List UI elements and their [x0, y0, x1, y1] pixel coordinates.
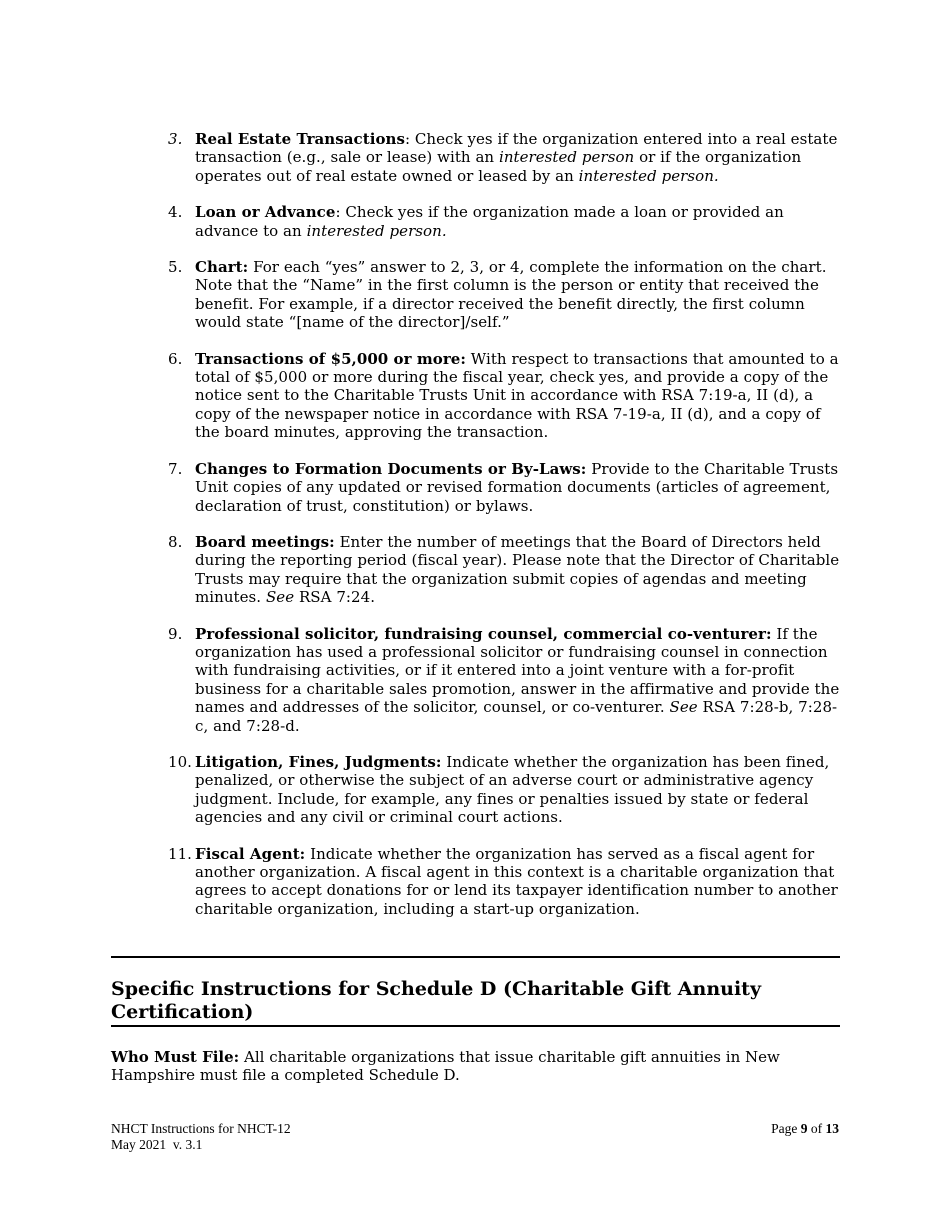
item-number: 4.	[168, 203, 183, 222]
item-title: Professional solicitor, fundraising counsel, commercial co-venturer:	[195, 624, 772, 643]
page-current: 9	[800, 1121, 808, 1136]
page-total: 13	[825, 1121, 839, 1136]
footer-doc-version: May 2021 v. 3.1	[111, 1137, 203, 1152]
section-divider-top	[111, 956, 840, 958]
item-body: For each “yes” answer to 2, 3, or 4, complete the information on the chart. Note that the “Name” in the first column is the person or entity that received the benefit. For example, if a director received the benefit directly, the first column would state “[name of the director]/self.”	[195, 258, 827, 332]
list-item	[168, 625, 843, 735]
item-number: 3.	[168, 130, 183, 148]
item-title: Loan or Advance	[195, 203, 336, 222]
page-word: Page	[771, 1121, 798, 1136]
section-heading: Specific Instructions for Schedule D (Charitable Gift Annuity Certification)	[111, 978, 761, 1023]
item-title: Fiscal Agent:	[195, 844, 306, 863]
item-body: Check yes if the organization entered into a real estate transaction (e.g., sale or lease) with an	[195, 130, 838, 167]
item-title: Litigation, Fines, Judgments:	[195, 752, 442, 771]
footer-doc-title: NHCT Instructions for NHCT-12	[111, 1121, 291, 1136]
item-title: Real Estate Transactions	[195, 130, 405, 148]
item-number: 5.	[168, 258, 183, 277]
page-of: of	[810, 1121, 823, 1136]
list-item	[168, 203, 843, 240]
list-item	[168, 130, 843, 185]
item-see: See	[669, 698, 698, 717]
item-number: 10.	[168, 752, 193, 771]
item-number: 8.	[168, 532, 183, 551]
list-item	[168, 753, 843, 827]
item-number: 6.	[168, 349, 183, 368]
item-body: Enter the number of meetings that the Board of Directors held during the reporting period (fiscal year). Please note that the Director of Charitable Trusts may require that the organization submit copies of agendas and meeting minutes.	[195, 532, 840, 607]
item-body: Provide to the Charitable Trusts Unit copies of any updated or revised formation documents (articles of agreement, declaration of trust, constitution) or bylaws.	[195, 459, 839, 515]
item-see: See	[265, 588, 295, 607]
item-text	[195, 258, 843, 332]
item-text	[195, 350, 843, 442]
who-must-file-label: Who Must File:	[111, 1048, 240, 1066]
list-item	[168, 845, 843, 919]
item-emphasis: interested person.	[306, 221, 447, 240]
who-must-file-paragraph	[111, 1048, 840, 1085]
item-text	[195, 203, 843, 240]
item-body: If the organization has used a professional solicitor or fundraising counsel in connection with fundraising activities, or if it entered into a joint venture with a for-profit business for a charitable sales promotion, answer in the affirmative and provide the names and addresses of the solicitor, counsel, or co-venturer.	[195, 624, 840, 717]
list-item	[168, 258, 843, 332]
footer-doc-info	[111, 1121, 291, 1153]
item-text	[195, 533, 843, 607]
item-text	[195, 625, 843, 735]
item-number: 11.	[168, 844, 193, 863]
list-item	[168, 350, 843, 442]
footer-page-number	[771, 1121, 839, 1137]
item-title: Chart:	[195, 258, 249, 277]
item-text	[195, 753, 843, 827]
instruction-list	[168, 130, 843, 936]
item-title: Board meetings:	[195, 532, 335, 551]
item-separator: :	[335, 203, 346, 222]
item-title: Changes to Formation Documents or By-Laws:	[195, 459, 587, 478]
item-separator: :	[404, 130, 415, 148]
item-body: Check yes if the organization made a loan or provided an advance to an	[195, 203, 784, 240]
section-divider-bottom	[111, 1025, 840, 1027]
item-number: 9.	[168, 624, 183, 643]
item-title: Transactions of $5,000 or more:	[195, 349, 466, 368]
item-text	[195, 130, 843, 185]
item-number: 7.	[168, 459, 183, 478]
item-emphasis: interested person.	[578, 166, 719, 185]
item-text	[195, 460, 843, 515]
item-emphasis: interested person	[498, 148, 635, 167]
list-item	[168, 533, 843, 607]
item-body: Indicate whether the organization has served as a fiscal agent for another organization. A fiscal agent in this context is a charitable organization that agrees to accept donations for or lend its taxpayer identification number to another charitable organization, including a start-up organization.	[195, 844, 838, 918]
who-must-file-text: All charitable organizations that issue charitable gift annuities in New Hampshire must file a completed Schedule D.	[111, 1048, 780, 1085]
item-body: With respect to transactions that amounted to a total of $5,000 or more during the fiscal year, check yes, and provide a copy of the notice sent to the Charitable Trusts Unit in accordance with RSA 7:19-a, II (d), a copy of the newspaper notice in accordance with RSA 7-19-a, II (d), and a copy of the board minutes, approving the transaction.	[195, 349, 839, 442]
item-citation: RSA 7:28-b, 7:28-c, and 7:28-d.	[195, 698, 838, 735]
item-citation: RSA 7:24.	[294, 588, 376, 607]
item-text	[195, 845, 843, 919]
item-body: Indicate whether the organization has been fined, penalized, or otherwise the subject of an adverse court or administrative agency judgment. Include, for example, any fines or penalties issued by state or federal agencies and any civil or criminal court actions.	[195, 752, 830, 827]
item-body: or if the organization operates out of real estate owned or leased by an	[195, 148, 802, 185]
list-item	[168, 460, 843, 515]
